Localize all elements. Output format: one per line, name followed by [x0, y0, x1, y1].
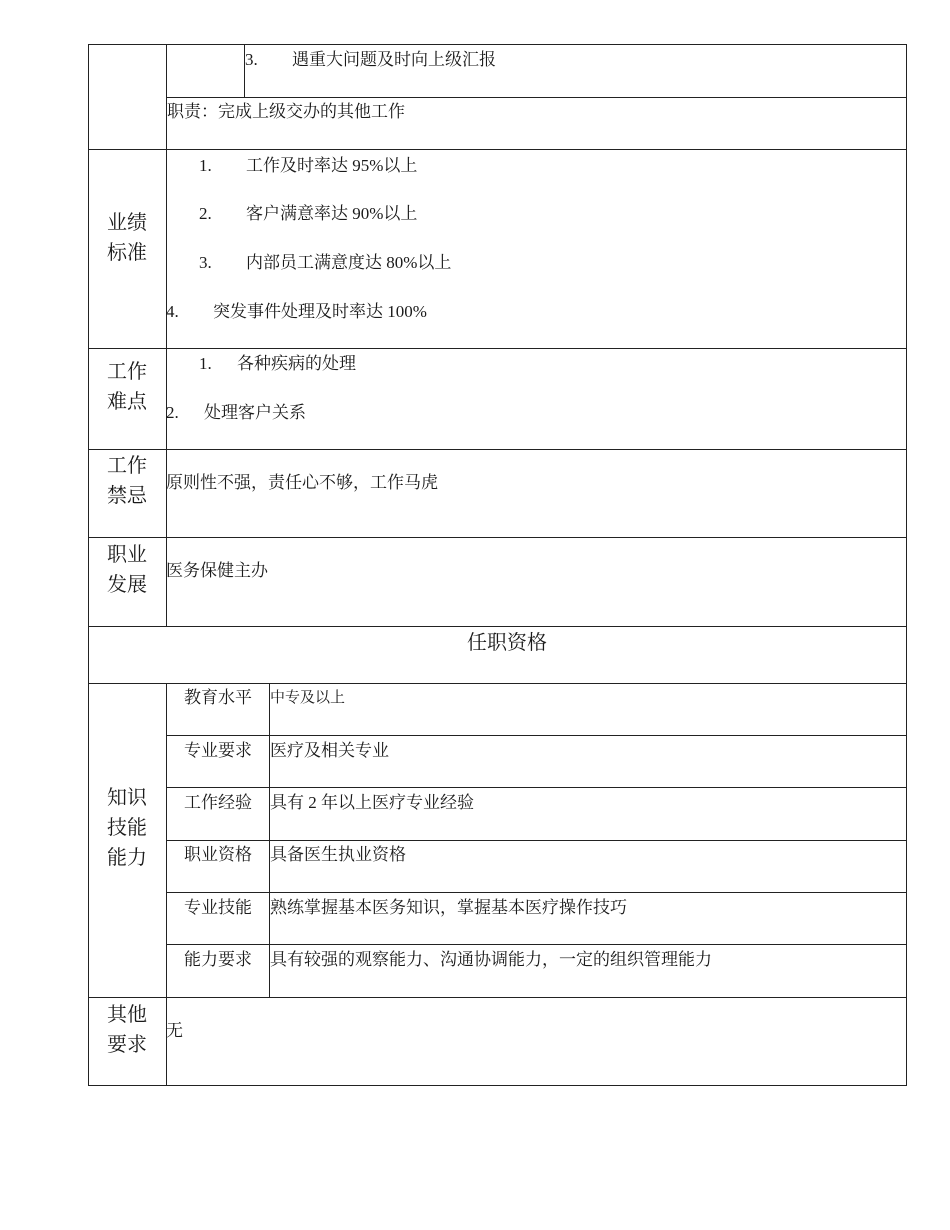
- row-line-348: [88, 348, 907, 349]
- skills-row-line-5: [166, 944, 907, 945]
- other-label: [88, 1000, 166, 1060]
- skills-row-line-3: [166, 840, 907, 841]
- performance-label-line1: 业绩: [107, 212, 147, 234]
- skills-label-line2: 技能: [107, 817, 147, 839]
- performance-label: [88, 208, 166, 268]
- skills-row-2-value: 医疗及相关专业: [270, 741, 389, 760]
- performance-item-3-text: 内部员工满意度达 80%以上: [246, 253, 452, 272]
- row-line-449: [88, 449, 907, 450]
- label-column-divider-upper: [166, 44, 167, 626]
- performance-item-1-number: 1.: [199, 156, 212, 175]
- career-label-line2: 发展: [107, 574, 147, 596]
- performance-item-4-text: 突发事件处理及时率达 100%: [213, 302, 427, 321]
- skills-row-line-2: [166, 787, 907, 788]
- row-line-683: [88, 683, 907, 684]
- career-label-line1: 职业: [107, 544, 147, 566]
- difficulty-label-line1: 工作: [107, 361, 147, 383]
- difficulty-item-2-text: 处理客户关系: [204, 403, 306, 422]
- skills-row-5-key: 专业技能: [184, 898, 252, 917]
- skills-row-5-value: 熟练掌握基本医务知识，掌握基本医疗操作技巧: [270, 898, 627, 917]
- difficulty-item-2-number: 2.: [166, 403, 179, 422]
- border-right: [906, 44, 907, 1086]
- qualification-title: 任职资格: [467, 632, 547, 654]
- skills-row-3-value: 具有 2 年以上医疗专业经验: [270, 793, 474, 812]
- taboo-label-line2: 禁忌: [107, 485, 147, 507]
- skills-row-4-value: 具备医生执业资格: [270, 845, 406, 864]
- skills-row-line-1: [166, 735, 907, 736]
- top-item3-number: 3.: [245, 50, 258, 69]
- difficulty-item-1-number: 1.: [199, 354, 212, 373]
- other-label-line1: 其他: [107, 1004, 147, 1026]
- difficulty-item-1-text: 各种疾病的处理: [237, 354, 356, 373]
- skills-label: [88, 783, 166, 873]
- other-label-line2: 要求: [107, 1034, 147, 1056]
- row-line-150: [88, 149, 907, 150]
- row-line-626: [88, 626, 907, 627]
- skills-row-6-key: 能力要求: [184, 950, 252, 969]
- top-item3-text: 遇重大问题及时向上级汇报: [292, 50, 496, 69]
- difficulty-label-line2: 难点: [107, 391, 147, 413]
- row-line-97: [166, 97, 907, 98]
- performance-item-1-text: 工作及时率达 95%以上: [246, 156, 418, 175]
- border-top: [88, 44, 907, 45]
- performance-label-line2: 标准: [107, 242, 147, 264]
- skills-row-1-key: 教育水平: [184, 688, 252, 707]
- career-label: [88, 540, 166, 600]
- skills-row-line-4: [166, 892, 907, 893]
- performance-item-4-number: 4.: [166, 302, 179, 321]
- taboo-label: [88, 451, 166, 511]
- performance-item-2-text: 客户满意率达 90%以上: [246, 204, 418, 223]
- border-bottom: [88, 1085, 907, 1086]
- skills-row-1-value: 中专及以上: [270, 690, 346, 706]
- skills-row-4-key: 职业资格: [184, 845, 252, 864]
- row-line-537: [88, 537, 907, 538]
- skills-row-3-key: 工作经验: [184, 793, 252, 812]
- other-text: 无: [166, 1021, 183, 1040]
- skills-label-line3: 能力: [107, 847, 147, 869]
- difficulty-label: [88, 357, 166, 417]
- career-text: 医务保健主办: [166, 561, 268, 580]
- skills-label-line1: 知识: [107, 787, 147, 809]
- taboo-label-line1: 工作: [107, 455, 147, 477]
- skills-row-2-key: 专业要求: [184, 741, 252, 760]
- row-line-997: [88, 997, 907, 998]
- skills-row-6-value: 具有较强的观察能力、沟通协调能力，一定的组织管理能力: [270, 950, 712, 969]
- duty-other-text: 职责：完成上级交办的其他工作: [167, 102, 405, 121]
- performance-item-2-number: 2.: [199, 204, 212, 223]
- taboo-text: 原则性不强，责任心不够，工作马虎: [166, 473, 438, 492]
- performance-item-3-number: 3.: [199, 253, 212, 272]
